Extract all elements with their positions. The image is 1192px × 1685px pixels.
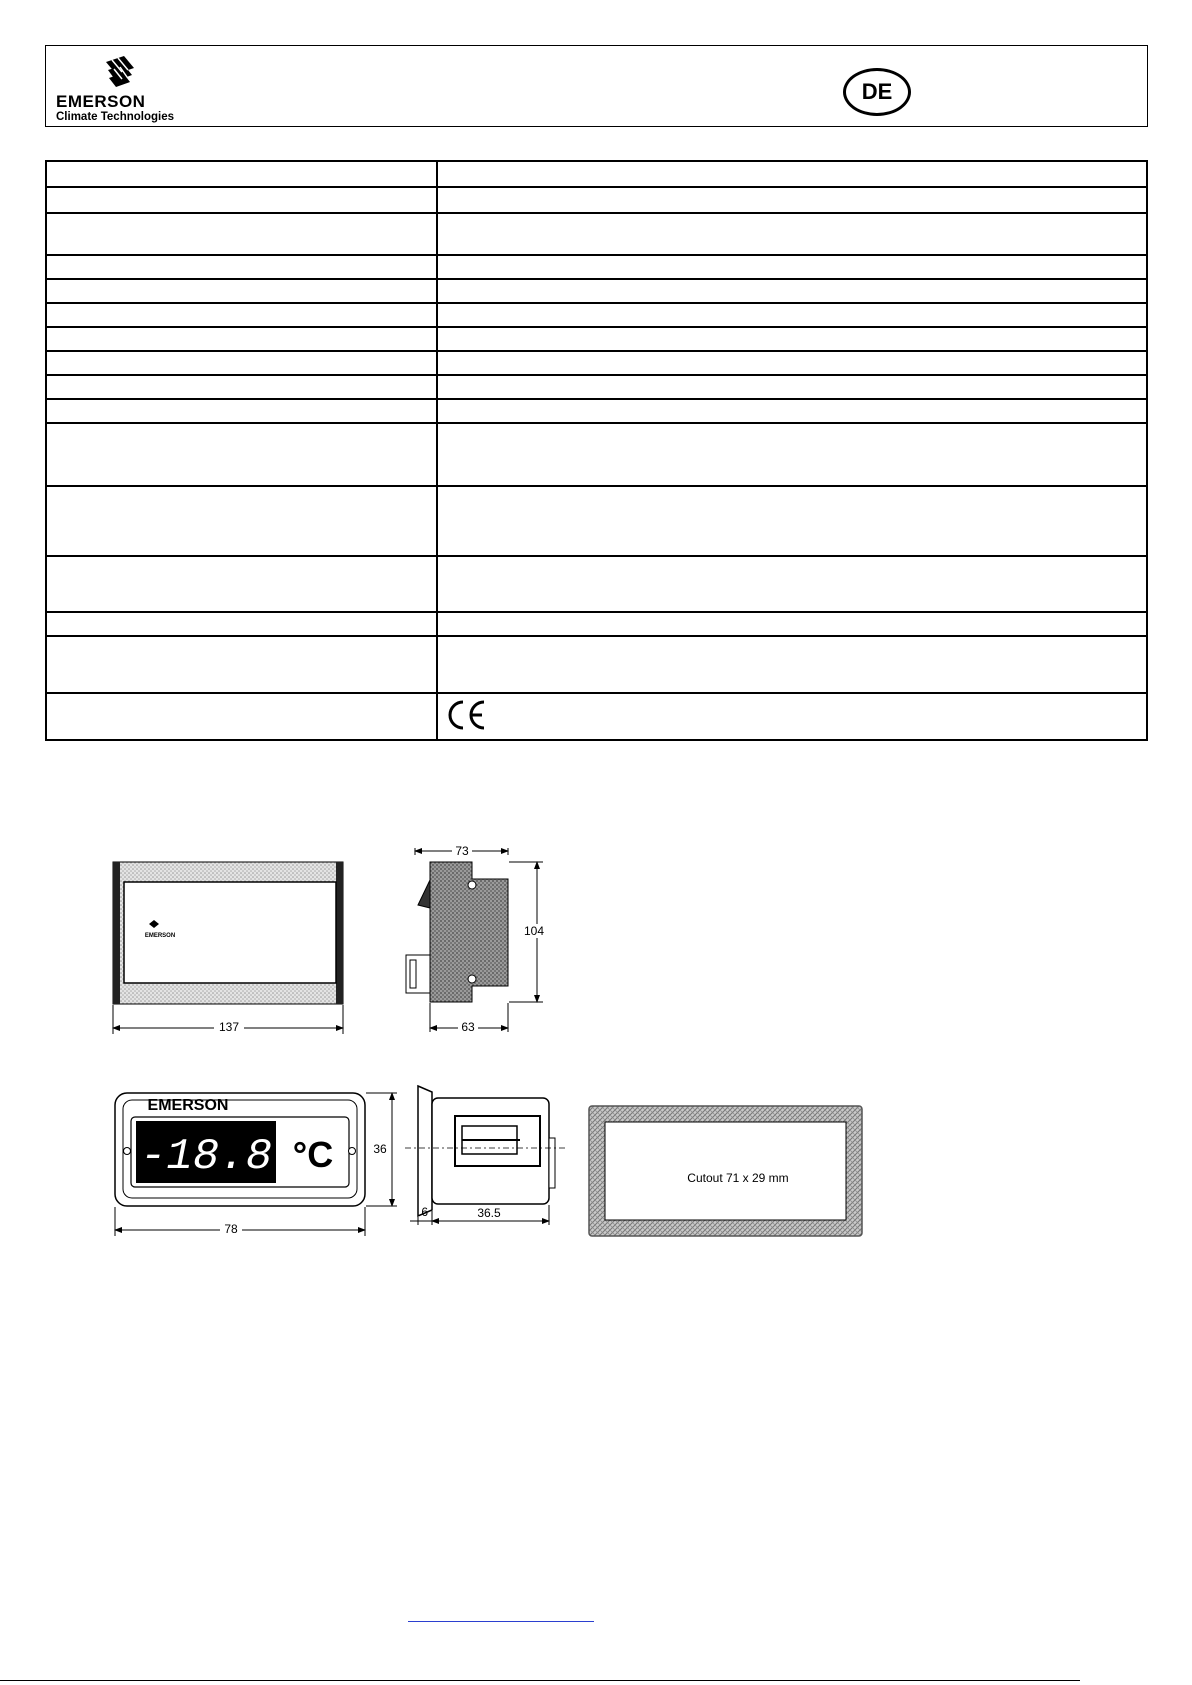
dim-width-137: 137 bbox=[218, 1020, 240, 1034]
display-side-view bbox=[405, 1086, 565, 1225]
dim-depth-63: 63 bbox=[461, 1020, 475, 1034]
brand-subtitle: Climate Technologies bbox=[56, 111, 175, 123]
dim-depth-73: 73 bbox=[455, 844, 469, 858]
display-reading: -18.8 bbox=[139, 1132, 273, 1182]
enclosure-logo-text: EMERSON bbox=[144, 933, 176, 939]
dim-height-36: 36 bbox=[373, 1142, 387, 1156]
display-front-view bbox=[115, 1093, 397, 1236]
dim-height-104: 104 bbox=[523, 924, 545, 938]
cutout-label: Cutout 71 x 29 mm bbox=[687, 1171, 789, 1185]
display-brand-label: EMERSON bbox=[147, 1097, 229, 1114]
footer-link[interactable] bbox=[408, 1605, 594, 1622]
panel-cutout-drawing bbox=[589, 1106, 862, 1236]
brand-name: EMERSON bbox=[56, 92, 146, 111]
dim-depth-36-5: 36.5 bbox=[477, 1206, 501, 1220]
enclosure-side-view bbox=[406, 844, 548, 1034]
enclosure-front-view bbox=[113, 862, 343, 1034]
footer-rule bbox=[0, 1680, 1080, 1681]
dim-width-78: 78 bbox=[224, 1222, 238, 1236]
display-unit: °C bbox=[292, 1134, 334, 1175]
language-badge: DE bbox=[843, 68, 911, 116]
dim-panel-6: 6 bbox=[421, 1205, 428, 1219]
